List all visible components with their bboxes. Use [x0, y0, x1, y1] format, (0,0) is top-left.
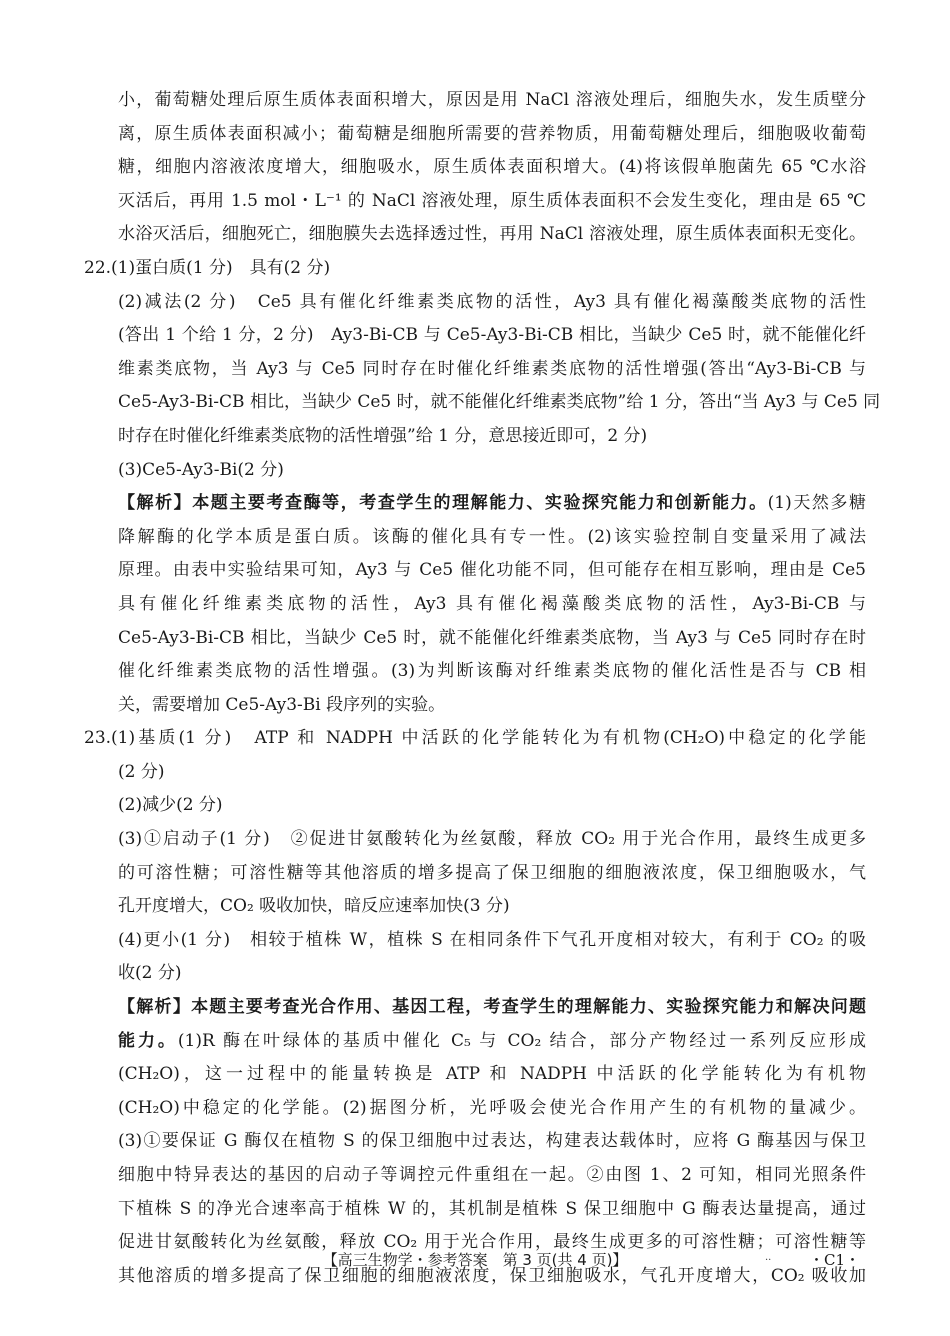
text-line: 时存在时催化纤维素类底物的活性增强”给 1 分，意思接近即可，2 分): [118, 425, 648, 446]
text-line: 水浴灭活后，细胞死亡，细胞膜失去选择透过性，再用 NaCl 溶液处理，原生质体表面积无变化。: [118, 224, 866, 245]
footer-title: 【高三生物学・参考答案 第 3 页(共 4 页)】: [322, 1251, 628, 1269]
answer-text-body: [84, 84, 881, 1293]
text-line: 催化纤维素类底物的活性增强。(3)为判断该酶对纤维素类底物的催化活性是否与 CB 相: [118, 661, 866, 682]
text-line: 维素类底物，当 Ay3 与 Ce5 同时存在时催化纤维素类底物的活性增强(答出“Ay3-Bi-CB 与: [118, 358, 866, 379]
text-line: 促进甘氨酸转化为丝氨酸，释放 CO₂ 用于光合作用，最终生成更多的可溶性糖；可溶性糖等: [118, 1232, 866, 1253]
analysis-heading: 【解析】本题主要考查光合作用、基因工程，考查学生的理解能力、实验探究能力和解决问题: [118, 997, 866, 1018]
text-line: 原理。由表中实验结果可知，Ay3 与 Ce5 催化功能不同，但可能存在相互影响，理由是 Ce5: [118, 560, 866, 581]
text-line: [84, 991, 866, 1025]
text-line: 具有催化纤维素类底物的活性，Ay3 具有催化褐藻酸类底物的活性，Ay3-Bi-CB 与: [118, 593, 866, 614]
text-line: 能力。(1)R 酶在叶绿体的基质中催化 C₅ 与 CO₂ 结合，部分产物经过一系列反应形成: [118, 1030, 866, 1051]
text-line: (CH₂O)，这一过程中的能量转换是 ATP 和 NADPH 中活跃的化学能转化为有机物: [118, 1064, 866, 1085]
text-line: 其他溶质的增多提高了保卫细胞的细胞液浓度，保卫细胞吸水，气孔开度增大，CO₂ 吸收加: [118, 1265, 866, 1286]
text-line: (CH₂O)中稳定的化学能。(2)据图分析，光呼吸会使光合作用产生的有机物的量减少。: [118, 1097, 866, 1118]
text-line: (3)Ce5-Ay3-Bi(2 分): [118, 459, 284, 480]
text-line: 23.(1)基质(1 分) ATP 和 NADPH 中活跃的化学能转化为有机物(CH₂O)中稳定的化学能: [84, 728, 866, 749]
text-line: (2)减法(2 分) Ce5 具有催化纤维素类底物的活性，Ay3 具有催化褐藻酸类底物的活性: [118, 291, 866, 312]
text-line: 【解析】本题主要考查酶等，考查学生的理解能力、实验探究能力和创新能力。(1)天然多糖: [118, 493, 866, 514]
text-line: 22.(1)蛋白质(1 分) 具有(2 分): [84, 257, 331, 278]
footer-page-code: ・C1・: [808, 1251, 860, 1269]
text-line: (2)减少(2 分): [118, 795, 223, 816]
text-line: 降解酶的化学本质是蛋白质。该酶的催化具有专一性。(2)该实验控制自变量采用了减法: [118, 526, 866, 547]
text-line: (答出 1 个给 1 分，2 分) Ay3-Bi-CB 与 Ce5-Ay3-Bi-CB 相比，当缺少 Ce5 时，就不能催化纤: [118, 325, 866, 346]
footer-mark: ··: [765, 1255, 772, 1266]
page-footer: [0, 1249, 950, 1279]
analysis-heading: 【解析】本题主要考查酶等，考查学生的理解能力、实验探究能力和创新能力。: [118, 493, 768, 514]
text-line: 小，葡萄糖处理后原生质体表面积增大，原因是用 NaCl 溶液处理后，细胞失水，发生质壁分: [118, 90, 866, 110]
text-line: 收(2 分): [118, 963, 182, 984]
analysis-heading: 能力。: [118, 1030, 178, 1051]
text-line: 离，原生质体表面积减小；葡萄糖是细胞所需要的营养物质，用葡萄糖处理后，细胞吸收葡萄: [118, 123, 866, 144]
text-line: 的可溶性糖；可溶性糖等其他溶质的增多提高了保卫细胞的细胞液浓度，保卫细胞吸水，气: [118, 862, 866, 883]
text-line: Ce5-Ay3-Bi-CB 相比，当缺少 Ce5 时，就不能催化纤维素类底物，当 Ay3 与 Ce5 同时存在时: [118, 627, 866, 648]
text-line: 关，需要增加 Ce5-Ay3-Bi 段序列的实验。: [118, 694, 446, 715]
text-line: (4)更小(1 分) 相较于植株 W，植株 S 在相同条件下气孔开度相对较大，有利于 CO₂ 的吸: [118, 929, 866, 950]
text-line: (2 分): [118, 761, 165, 782]
text-line: (3)①要保证 G 酶仅在植物 S 的保卫细胞中过表达，构建表达载体时，应将 G 酶基因与保卫: [118, 1131, 866, 1152]
text-line: Ce5-Ay3-Bi-CB 相比，当缺少 Ce5 时，就不能催化纤维素类底物”给 1 分，答出“当 Ay3 与 Ce5 同: [118, 392, 881, 413]
text-line: 细胞中特异表达的基因的启动子等调控元件重组在一起。②由图 1、2 可知，相同光照条件: [118, 1165, 866, 1185]
text-line: 下植株 S 的净光合速率高于植株 W 的，其机制是植株 S 保卫细胞中 G 酶表达量提高，通过: [118, 1198, 866, 1219]
text-line: 灭活后，再用 1.5 mol・L⁻¹ 的 NaCl 溶液处理，原生质体表面积不会发生变化，理由是 65 ℃: [118, 190, 866, 211]
text-line: (3)①启动子(1 分) ②促进甘氨酸转化为丝氨酸，释放 CO₂ 用于光合作用，最终生成更多: [118, 829, 866, 850]
text-line: 孔开度增大，CO₂ 吸收加快，暗反应速率加快(3 分): [118, 896, 510, 917]
text-line: 糖，细胞内溶液浓度增大，细胞吸水，原生质体表面积增大。(4)将该假单胞菌先 65 ℃水浴: [118, 157, 866, 178]
